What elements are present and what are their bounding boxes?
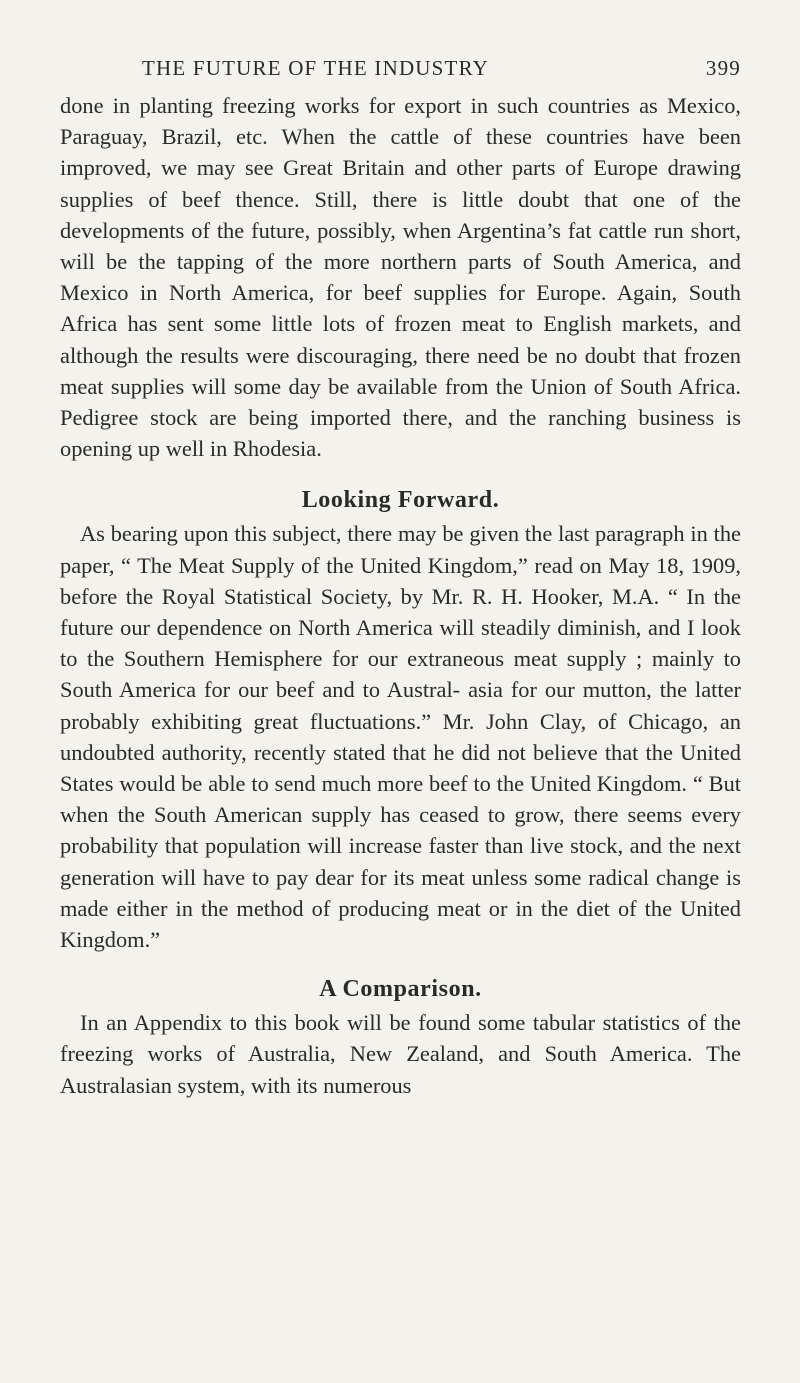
running-head — [60, 56, 741, 90]
paragraph-looking-forward: As bearing upon this subject, there may be given the last paragraph in the paper, “ The Meat Supply of the United Kingdom,” read on May 18, 1909, before the Royal Statistical Society, by Mr. R. H. Hooker, M.A. “ In the future our dependence on North America will steadily diminish, and I look to the Southern Hemisphere for our extraneous meat supply ; mainly to South America for our beef and to Austral- asia for our mutton, the latter probably exhibiting great fluctuations.” Mr. John Clay, of Chicago, an undoubted authority, recently stated that he did not believe that the United States would be able to send much more beef to the United Kingdom. “ But when the South American supply has ceased to grow, there seems every probability that population will increase faster than live stock, and the next generation will have to pay dear for its meat unless some radical change is made either in the method of producing meat or in the diet of the United Kingdom.” — [60, 521, 741, 953]
section-heading-looking-forward: Looking Forward. — [301, 487, 500, 514]
page-number: 399 — [705, 56, 741, 80]
book-page — [60, 56, 741, 1101]
paragraph-continued: done in planting freezing works for export in such countries as Mexico, Paraguay, Brazil, etc. When the cattle of these countries have been improved, we may see Great Britain and other parts of Europe drawing supplies of beef thence. Still, there is little doubt that one of the developments of the future, possibly, when Argentina’s fat cattle run short, will be the tapping of the more northern parts of South America, and Mexico in North America, for beef supplies for Europe. Again, South Africa has sent some little lots of frozen meat to English markets, and although the results were discouraging, there need be no doubt that frozen meat supplies will some day be available from the Union of South Africa. Pedigree stock are being imported there, and the ranching business is opening up well in Rhodesia. — [60, 93, 741, 462]
paragraph-comparison: In an Appendix to this book will be found some tabular statistics of the freezing works of Australia, New Zealand, and South America. The Australasian system, with its numerous — [60, 1010, 741, 1098]
section-heading-a-comparison: A Comparison. — [319, 976, 482, 1003]
running-head-title: THE FUTURE OF THE INDUSTRY — [142, 56, 489, 80]
